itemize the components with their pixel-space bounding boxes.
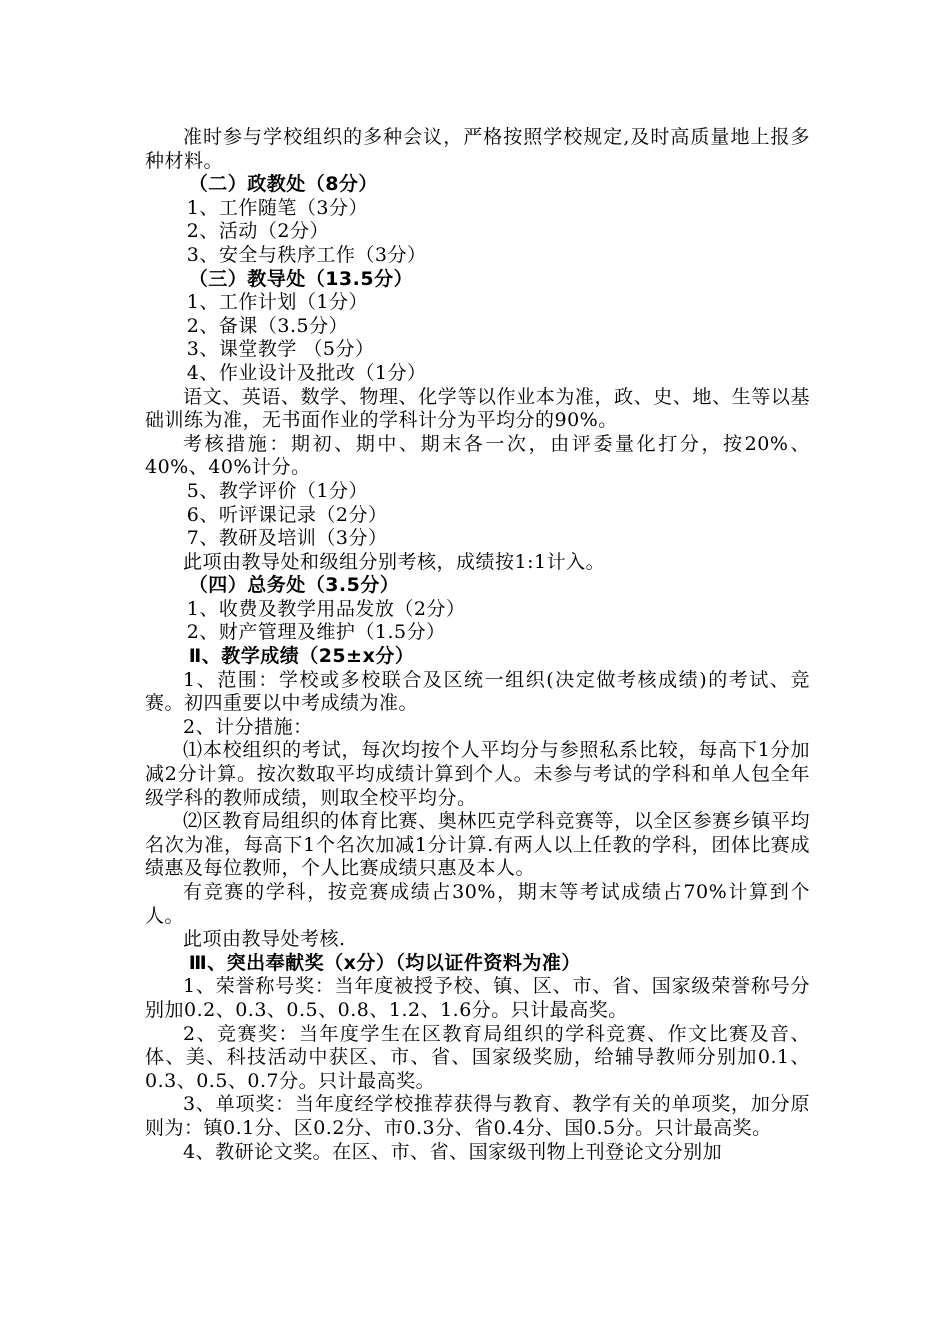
list-item: 3、安全与秩序工作（3分）	[186, 243, 427, 266]
paragraph: 3、单项奖：当年度经学校推荐获得与教育、教学有关的单项奖，加分原则为：镇0.1分、区0.2分、市0.3分、省0.4分、国0.5分。只计最高奖。	[145, 1093, 810, 1139]
paragraph: 语文、英语、数学、物理、化学等以作业本为准，政、史、地、生等以基础训练为准，无书面作业的学科计分为平均分的90%。	[145, 385, 810, 432]
section-heading: （三）教导处（13.5分）	[188, 267, 414, 290]
section-heading: （四）总务处（3.5分）	[188, 574, 400, 597]
list-item: 5、教学评价（1分）	[186, 479, 368, 502]
paragraph: 2、计分措施：	[183, 715, 313, 738]
paragraph: ⑵区教育局组织的体育比赛、奥林匹克学科竞赛等，以全区参赛乡镇平均名次为准，每高下1个名次加减1分计算.有两人以上任教的学科，团体比赛成绩惠及每位教师，个人比赛成绩只惠及本人。	[145, 810, 810, 880]
paragraph: 2、竞赛奖：当年度学生在区教育局组织的学科竞赛、作文比赛及音、体、美、科技活动中获区、市、省、国家级奖励，给辅导教师分别加0.1、0.3、0.5、0.7分。只计最高奖。	[145, 1022, 810, 1092]
list-item: 6、听评课记录（2分）	[186, 503, 388, 526]
paragraph: 1、荣誉称号奖：当年度被授予校、镇、区、市、省、国家级荣誉称号分别加0.2、0.3、0.5、0.8、1.2、1.6分。只计最高奖。	[145, 975, 810, 1021]
section-heading: Ⅲ、突出奉献奖（x分）（均以证件资料为准）	[188, 951, 581, 974]
list-item: 3、课堂教学 （5分）	[186, 338, 375, 361]
paragraph: 1、范围：学校或多校联合及区统一组织(决定做考核成绩)的考试、竞赛。初四重要以中考成绩为准。	[145, 668, 810, 715]
paragraph: 考核措施：期初、期中、期末各一次，由评委量化打分，按20%、40%、40%计分。	[145, 432, 810, 479]
list-item: 4、作业设计及批改（1分）	[186, 361, 427, 384]
list-item: 2、活动（2分）	[186, 220, 329, 243]
paragraph: 此项由教导处考核.	[183, 928, 346, 951]
list-item: 1、工作随笔（3分）	[186, 196, 368, 219]
list-item: 2、财产管理及维护（1.5分）	[186, 621, 446, 644]
paragraph: 4、教研论文奖。在区、市、省、国家级刊物上刊登论文分别加	[183, 1140, 723, 1163]
list-item: 1、收费及教学用品发放（2分）	[186, 597, 466, 620]
list-item: 2、备课（3.5分）	[186, 314, 349, 337]
paragraph: ⑴本校组织的考试，每次均按个人平均分与参照私系比较，每高下1分加减2分计算。按次数取平均成绩计算到个人。未参与考试的学科和单人包全年级学科的教师成绩，则取全校平均分。	[145, 739, 810, 809]
paragraph: 此项由教导处和级组分别考核，成绩按1:1计入。	[183, 550, 606, 573]
paragraph: 准时参与学校组织的多种会议，严格按照学校规定,及时高质量地上报多种材料。	[145, 126, 810, 172]
document-body	[145, 126, 810, 1164]
list-item: 7、教研及培训（3分）	[186, 527, 388, 550]
section-heading: （二）政教处（8分）	[188, 173, 378, 196]
section-heading: Ⅱ、教学成绩（25±x分）	[188, 645, 415, 668]
list-item: 1、工作计划（1分）	[186, 291, 368, 314]
paragraph: 有竞赛的学科，按竞赛成绩占30%，期末等考试成绩占70%计算到个人。	[145, 881, 810, 927]
